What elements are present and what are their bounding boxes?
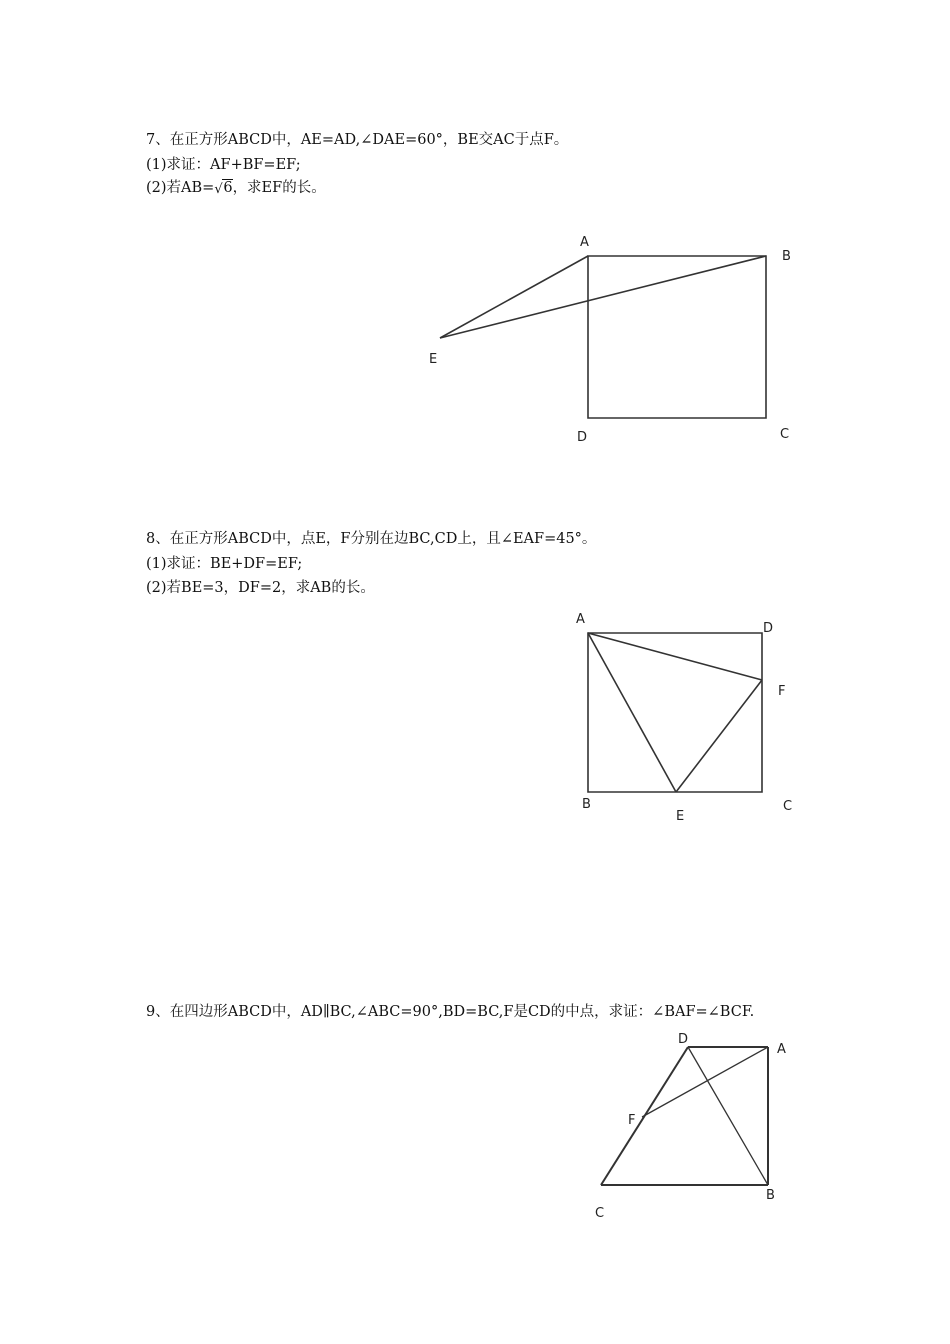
problem-7-q2-after: ，求EF的长。: [232, 180, 326, 196]
fig9-label-a: A: [777, 1042, 786, 1057]
segment-bd: [688, 1047, 768, 1185]
fig7-label-d: D: [577, 430, 588, 445]
fig8-label-c: C: [783, 799, 793, 814]
problem-7-q1: (1)求证：AF+BF=EF;: [146, 157, 301, 173]
problem-7-title: 7、在正方形ABCD中，AE=AD,∠DAE=60°，BE交AC于点F。: [146, 132, 569, 148]
segment-be: [440, 256, 766, 338]
fig7-label-b: B: [782, 249, 791, 264]
fig7-label-c: C: [780, 427, 790, 442]
problem-9-title: 9、在四边形ABCD中，AD∥BC,∠ABC=90°,BD=BC,F是CD的中点，求证：∠BAF=∠BCF.: [146, 1004, 755, 1020]
figure-7: [440, 256, 766, 418]
fig8-label-f: F: [778, 684, 786, 699]
square-abcd: [588, 256, 766, 418]
figure-9: [601, 1047, 768, 1185]
problem-8-title: 8、在正方形ABCD中，点E，F分别在边BC,CD上，且∠EAF=45°。: [146, 531, 597, 547]
fig9-label-d: D: [678, 1032, 689, 1047]
fig7-label-a: A: [580, 235, 589, 250]
problem-8-q2: (2)若BE=3，DF=2，求AB的长。: [146, 580, 375, 596]
problem-7-q2-before: (2)若AB=: [146, 180, 215, 196]
fig9-label-f: F: [628, 1113, 636, 1128]
segment-ae: [440, 256, 588, 338]
fig9-label-c: C: [595, 1206, 605, 1221]
segment-ae-2: [588, 633, 676, 792]
segment-ef: [676, 680, 762, 792]
fig8-label-e: E: [676, 809, 685, 824]
segment-af: [588, 633, 762, 680]
fig8-label-a: A: [576, 612, 585, 627]
problem-7-q2-radicand: 6: [223, 180, 233, 196]
fig9-label-b: B: [766, 1188, 775, 1203]
problem-8-q1: (1)求证：BE+DF=EF;: [146, 556, 303, 572]
figure-8: [588, 633, 762, 792]
fig8-label-d: D: [763, 621, 774, 636]
sqrt-symbol: √ 6: [214, 180, 233, 197]
fig7-label-e: E: [429, 352, 438, 367]
fig8-label-b: B: [582, 797, 591, 812]
segment-af-2: [642, 1047, 768, 1117]
